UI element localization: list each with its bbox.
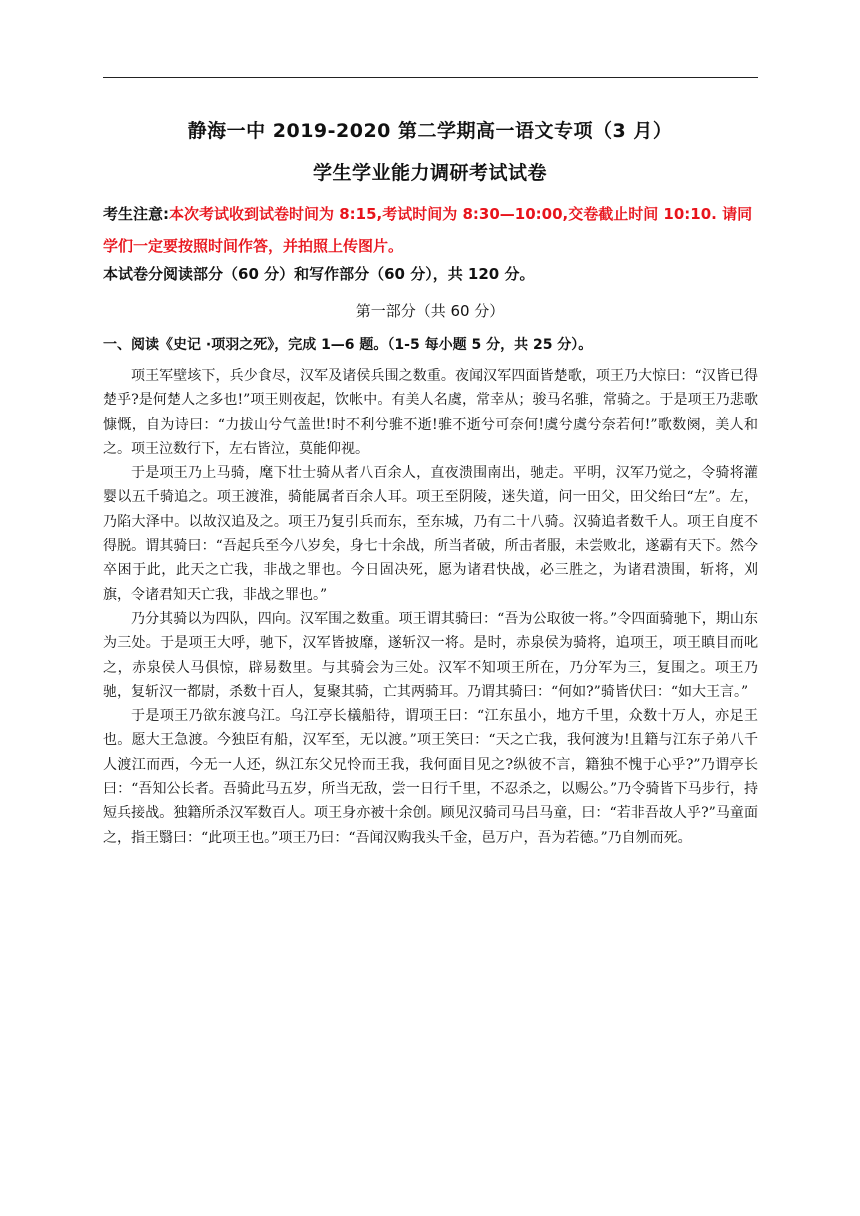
passage-paragraph: 乃分其骑以为四队，四向。汉军围之数重。项王谓其骑曰：“吾为公取彼一将。”令四面骑驰下，期山东为三处。于是项王大呼，驰下，汉军皆披靡，遂斩汉一将。是时，赤泉侯为骑将，追项王，项王瞋目而叱之，赤泉侯人马俱惊，辟易数里。与其骑会为三处。汉军不知项王所在，乃分军为三，复围之。项王乃驰，复斩汉一都尉，杀数十百人，复聚其骑，亡其两骑耳。乃谓其骑曰：“何如?”骑皆伏曰：“如大王言。” [103, 610, 758, 700]
notice-label: 考生注意: [103, 205, 169, 223]
reading-passage [103, 364, 758, 850]
notice-text: 本次考试收到试卷时间为 8:15,考试时间为 8:30—10:00,交卷截止时间 10:10. 请同学们一定要按照时间作答，并拍照上传图片。 [103, 205, 753, 255]
passage-paragraph: 项王军壁垓下，兵少食尽，汉军及诸侯兵围之数重。夜闻汉军四面皆楚歌，项王乃大惊曰：“汉皆已得楚乎?是何楚人之多也!”项王则夜起，饮帐中。有美人名虞，常幸从；骏马名骓，常骑之。于是项王乃悲歌慷慨，自为诗曰：“力拔山兮气盖世!时不利兮骓不逝!骓不逝兮可奈何!虞兮虞兮奈若何!”歌数阕，美人和之。项王泣数行下，左右皆泣，莫能仰视。 [103, 368, 758, 457]
exam-notice [103, 198, 763, 262]
question-heading: 一、阅读《史记 ·项羽之死》，完成 1—6 题。（1-5 每小题 5 分，共 25 分）。 [103, 337, 593, 353]
header-rule [103, 77, 758, 78]
exam-summary: 本试卷分阅读部分（60 分）和写作部分（60 分），共 120 分。 [103, 265, 535, 283]
exam-title-line1: 静海一中 2019-2020 第二学期高一语文专项（3 月） [187, 120, 673, 142]
part-title: 第一部分（共 60 分） [355, 302, 505, 320]
passage-paragraph: 于是项王乃上马骑，麾下壮士骑从者八百余人，直夜溃围南出，驰走。平明，汉军乃觉之，令骑将灌婴以五千骑追之。项王渡淮，骑能属者百余人耳。项王至阴陵，迷失道，问一田父，田父绐曰“左”。左，乃陷大泽中。以故汉追及之。项王乃复引兵而东，至东城，乃有二十八骑。汉骑追者数千人。项王自度不得脱。谓其骑曰：“吾起兵至今八岁矣，身七十余战，所当者破，所击者服，未尝败北，遂霸有天下。然今卒困于此，此天之亡我，非战之罪也。今日固决死，愿为诸君快战，必三胜之，为诸君溃围，斩将，刈旗，令诸君知天亡我，非战之罪也。” [103, 465, 758, 603]
exam-title-line2: 学生学业能力调研考试试卷 [312, 162, 547, 184]
passage-paragraph: 于是项王乃欲东渡乌江。乌江亭长檥船待，谓项王曰：“江东虽小，地方千里，众数十万人，亦足王也。愿大王急渡。今独臣有船，汉军至，无以渡。”项王笑曰：“天之亡我，我何渡为!且籍与江东子弟八千人渡江而西，今无一人还，纵江东父兄怜而王我，我何面目见之?纵彼不言，籍独不愧于心乎?”乃谓亭长曰：“吾知公长者。吾骑此马五岁，所当无敌，尝一日行千里，不忍杀之，以赐公。”乃令骑皆下马步行，持短兵接战。独籍所杀汉军数百人。项王身亦被十余创。顾见汉骑司马吕马童，曰：“若非吾故人乎?”马童面之，指王翳曰：“此项王也。”项王乃曰：“吾闻汉购我头千金，邑万户，吾为若德。”乃自刎而死。 [103, 708, 758, 846]
